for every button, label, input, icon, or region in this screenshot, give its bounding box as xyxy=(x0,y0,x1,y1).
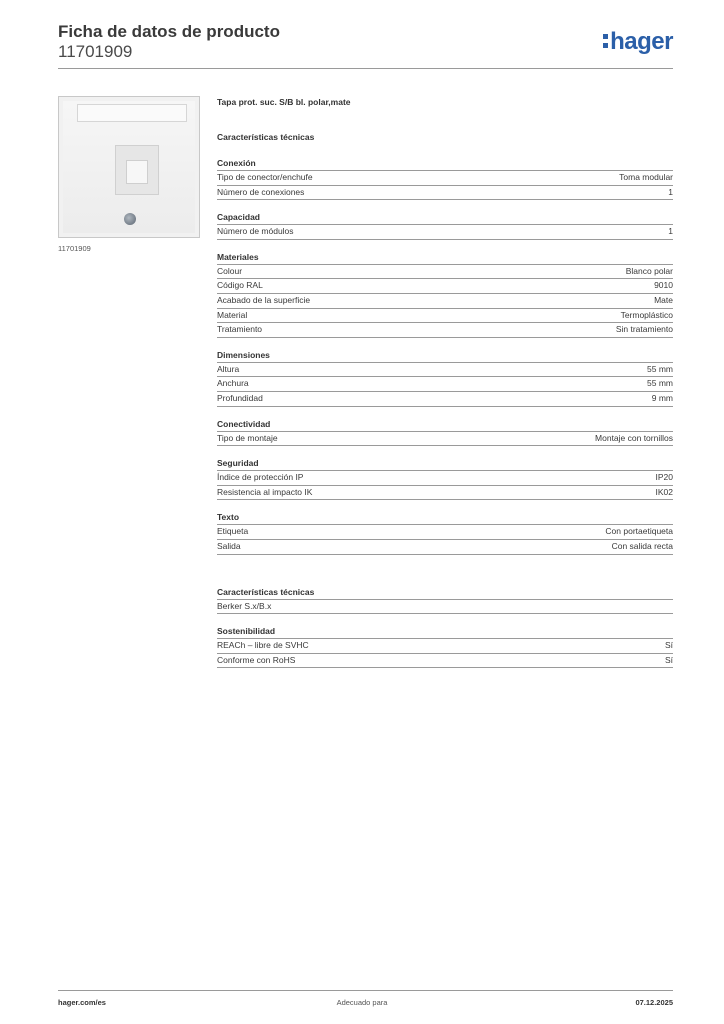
spec-row xyxy=(217,654,673,669)
spec-label: Colour xyxy=(217,265,243,276)
spec-row xyxy=(217,225,673,240)
spec-label: Código RAL xyxy=(217,280,263,291)
section-title: Sostenibilidad xyxy=(217,624,673,639)
spec-label: Tipo de conector/enchufe xyxy=(217,172,313,182)
spec-value: 1 xyxy=(668,186,673,197)
spec-row xyxy=(217,540,673,555)
spec-value: Mate xyxy=(654,294,673,305)
spec-row xyxy=(217,323,673,338)
spec-row xyxy=(217,525,673,540)
spec-row xyxy=(217,171,673,186)
spec-value: Con portaetiqueta xyxy=(605,526,673,537)
spec-value: IP20 xyxy=(655,472,673,483)
spec-section xyxy=(217,156,673,200)
spec-section xyxy=(217,585,673,615)
spec-value: 9 mm xyxy=(651,392,673,403)
spec-value: Termoplástico xyxy=(620,309,673,320)
section-title: Texto xyxy=(217,510,673,525)
spec-label: Altura xyxy=(217,363,240,374)
spec-value: Sí xyxy=(664,654,673,665)
hager-logo xyxy=(603,28,673,56)
spec-label: Índice de protección IP xyxy=(217,472,304,483)
spec-section xyxy=(217,624,673,668)
spec-label: Tratamiento xyxy=(217,324,263,335)
spec-label: Material xyxy=(217,309,248,320)
spec-label: Anchura xyxy=(217,378,249,389)
spec-label: Profundidad xyxy=(217,392,263,403)
section-title: Capacidad xyxy=(217,210,673,225)
spec-label: Conforme con RoHS xyxy=(217,654,296,665)
section-title: Materiales xyxy=(217,250,673,265)
spec-value: Blanco polar xyxy=(625,265,673,276)
footer-date: 07.12.2025 xyxy=(635,998,673,1007)
footer-website[interactable]: hager.com/es xyxy=(58,998,106,1007)
spec-section xyxy=(217,510,673,554)
spec-row xyxy=(217,639,673,654)
spec-sections-extra xyxy=(217,585,673,669)
spec-row xyxy=(217,392,673,407)
spec-row xyxy=(217,186,673,201)
spec-label: Salida xyxy=(217,540,241,551)
spec-value: Sí xyxy=(664,640,673,651)
intro-title: Características técnicas xyxy=(217,132,315,142)
section-title: Conectividad xyxy=(217,417,673,432)
spec-value: 55 mm xyxy=(647,378,673,389)
section-title: Seguridad xyxy=(217,456,673,471)
spec-content xyxy=(217,96,673,678)
spec-section xyxy=(217,250,673,338)
spec-section xyxy=(217,417,673,447)
spec-label: Número de módulos xyxy=(217,226,294,237)
spec-label: Berker S.x/B.x xyxy=(217,600,272,611)
spec-label: Etiqueta xyxy=(217,526,249,537)
label-holder xyxy=(77,104,187,122)
spec-section xyxy=(217,210,673,240)
spec-value: 9010 xyxy=(654,280,673,291)
section-title: Características técnicas xyxy=(217,585,673,600)
spec-value: Toma modular xyxy=(619,172,673,182)
spec-value: Con salida recta xyxy=(611,540,673,551)
spec-row xyxy=(217,432,673,447)
spec-label: Resistencia al impacto IK xyxy=(217,486,313,497)
spec-row xyxy=(217,279,673,294)
footer-center-text: Adecuado para xyxy=(336,998,388,1007)
spec-value: 55 mm xyxy=(647,363,673,374)
spec-row xyxy=(217,309,673,324)
logo-colon-icon xyxy=(603,34,608,48)
image-caption: 11701909 xyxy=(58,244,91,253)
spec-label: REACh – libre de SVHC xyxy=(217,640,309,651)
header-divider xyxy=(58,68,673,69)
spec-value: Sin tratamiento xyxy=(615,324,673,335)
product-code: 11701909 xyxy=(58,42,133,61)
spec-sections xyxy=(217,156,673,555)
spec-value: IK02 xyxy=(655,486,673,497)
spec-value: Montaje con tornillos xyxy=(595,432,673,443)
product-name: Tapa prot. suc. S/B bl. polar,mate xyxy=(217,97,351,107)
spec-row xyxy=(217,363,673,378)
footer-divider xyxy=(58,990,673,991)
spec-row xyxy=(217,265,673,280)
spec-section xyxy=(217,456,673,500)
spec-label: Número de conexiones xyxy=(217,186,305,197)
spec-label: Acabado de la superficie xyxy=(217,294,311,305)
spec-row xyxy=(217,471,673,486)
section-title: Conexión xyxy=(217,156,673,171)
modular-jack xyxy=(115,145,159,195)
spec-row xyxy=(217,600,673,615)
section-title: Dimensiones xyxy=(217,348,673,363)
page-title: Ficha de datos de producto xyxy=(58,22,280,41)
spec-label: Tipo de montaje xyxy=(217,432,278,443)
screw-icon xyxy=(124,213,136,225)
spec-row xyxy=(217,486,673,501)
page-header xyxy=(58,22,280,62)
spec-value: 1 xyxy=(668,226,673,237)
product-image xyxy=(58,96,200,238)
spec-row xyxy=(217,377,673,392)
spec-section xyxy=(217,348,673,407)
logo-text: hager xyxy=(610,28,673,55)
spec-row xyxy=(217,294,673,309)
